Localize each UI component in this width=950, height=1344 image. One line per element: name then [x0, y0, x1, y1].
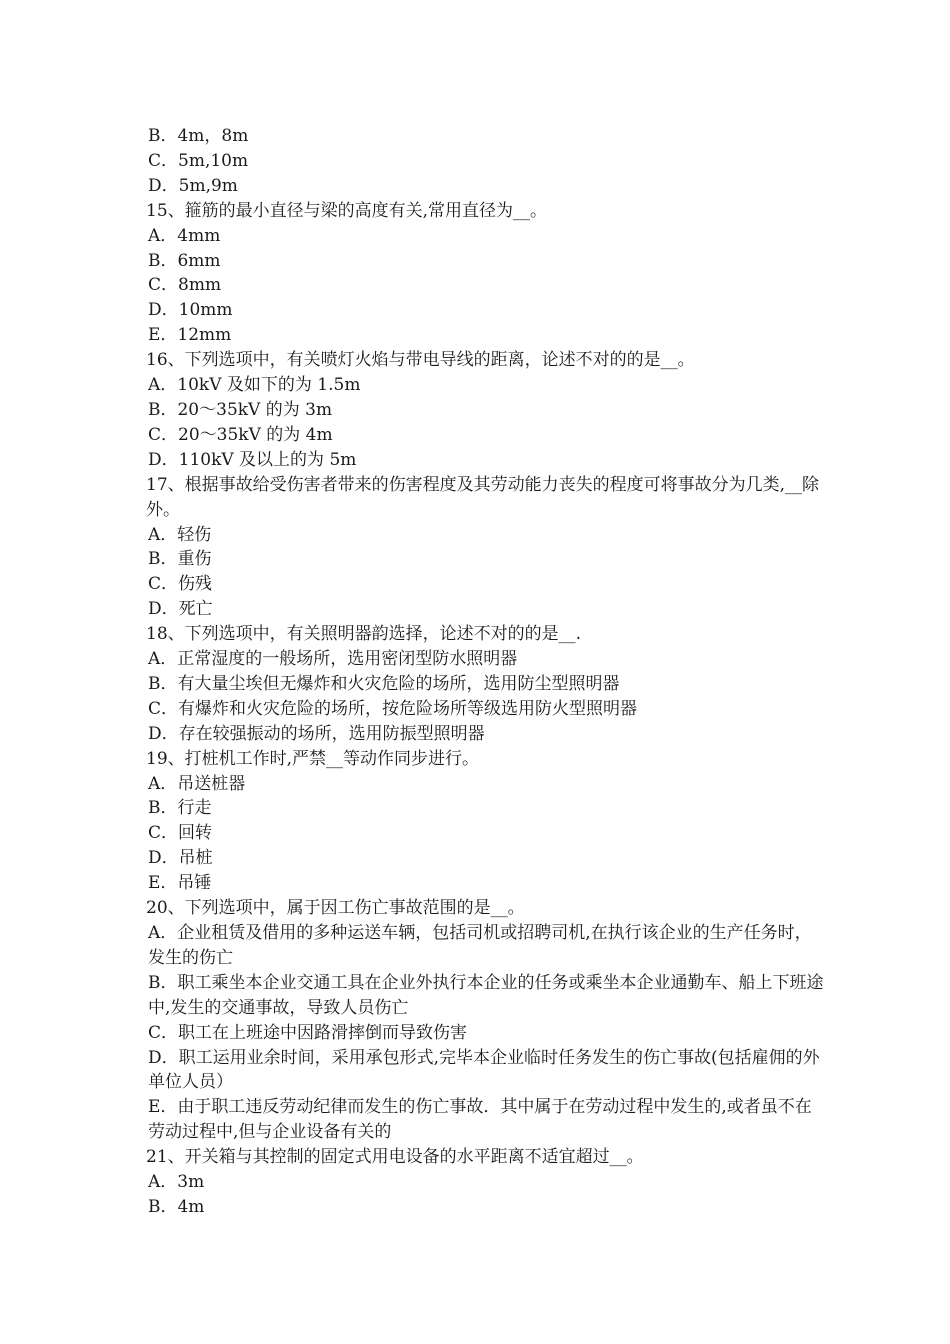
option-line: B．4m	[148, 1196, 205, 1217]
option-line: B．4m，8m	[148, 126, 249, 146]
option-line: A．轻伤	[148, 524, 212, 545]
option-line: E．吊锤	[148, 873, 212, 894]
option-line: D．吊桩	[148, 848, 213, 869]
option-line: D．10mm	[148, 300, 233, 321]
option-line: A．吊送桩器	[148, 773, 246, 794]
question-line: 19、打桩机工作时,严禁__等动作同步进行。	[146, 748, 480, 769]
document-body	[146, 124, 826, 1220]
option-line: C．职工在上班途中因路滑摔倒而导致伤害	[148, 1022, 468, 1043]
question-line: 16、下列选项中，有关喷灯火焰与带电导线的距离，论述不对的的是__。	[146, 350, 695, 371]
question-line: 18、下列选项中，有关照明器韵选择，论述不对的的是__.	[146, 624, 582, 645]
option-line: E．由于职工违反劳动纪律而发生的伤亡事故．其中属于在劳动过程中发生的,或者虽不在劳动过程中,但与企业设备有关的	[148, 1097, 812, 1143]
option-line: B．职工乘坐本企业交通工具在企业外执行本企业的任务或乘坐本企业通勤车、船上下班途中,发生的交通事故，导致人员伤亡	[148, 972, 824, 1018]
option-line: D．职工运用业余时间，采用承包形式,完毕本企业临时任务发生的伤亡事故(包括雇佣的外单位人员）	[148, 1047, 820, 1093]
option-line: A．10kV 及如下的为 1.5m	[148, 375, 361, 396]
option-line: C．伤残	[148, 574, 213, 595]
option-line: B．有大量尘埃但无爆炸和火灾危险的场所，选用防尘型照明器	[148, 673, 620, 694]
option-line: D．5m,9m	[148, 175, 238, 196]
option-line: A．4mm	[148, 225, 221, 246]
option-line: A．正常湿度的一般场所，选用密闭型防水照明器	[148, 649, 518, 670]
option-line: D．存在较强振动的场所，选用防振型照明器	[148, 723, 485, 744]
option-line: B．行走	[148, 798, 212, 819]
option-line: B．20～35kV 的为 3m	[148, 399, 333, 420]
option-line: C．有爆炸和火灾危险的场所，按危险场所等级选用防火型照明器	[148, 698, 638, 719]
option-line: A．3m	[148, 1172, 205, 1193]
option-line: C．20～35kV 的为 4m	[148, 424, 333, 445]
option-line: E．12mm	[148, 325, 232, 346]
question-line: 17、根据事故给受伤害者带来的伤害程度及其劳动能力丧失的程度可将事故分为几类,__除外。	[146, 474, 820, 520]
question-line: 21、开关箱与其控制的固定式用电设备的水平距离不适宜超过__。	[146, 1147, 644, 1168]
option-line: C．回转	[148, 823, 213, 844]
option-line: C．5m,10m	[148, 150, 249, 171]
option-line: C．8mm	[148, 275, 222, 296]
option-line: D．死亡	[148, 599, 213, 620]
option-line: A．企业租赁及借用的多种运送车辆，包括司机或招聘司机,在执行该企业的生产任务时，发生的伤亡	[148, 923, 812, 968]
option-line: D．110kV 及以上的为 5m	[148, 449, 357, 470]
question-line: 20、下列选项中，属于因工伤亡事故范围的是__。	[146, 898, 525, 919]
question-line: 15、箍筋的最小直径与梁的高度有关,常用直径为__。	[146, 200, 548, 221]
option-line: B．6mm	[148, 250, 221, 271]
option-line: B．重伤	[148, 549, 212, 570]
